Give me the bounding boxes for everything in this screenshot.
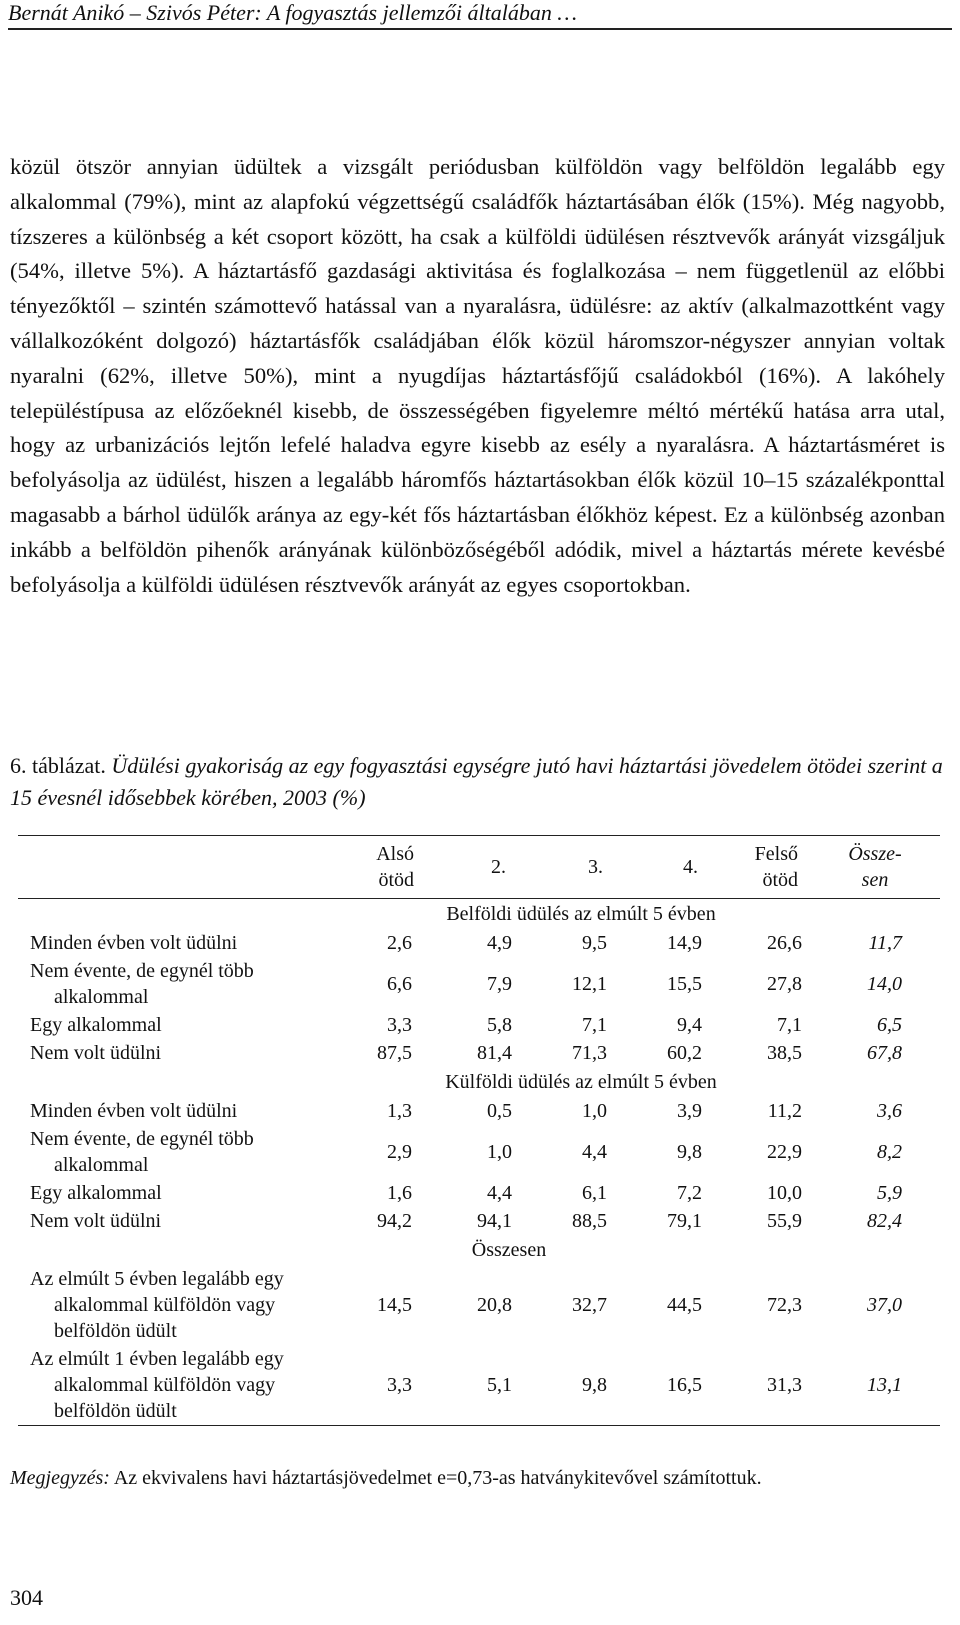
running-header: Bernát Anikó – Szivós Péter: A fogyasztás jellemzői általában …	[8, 0, 952, 30]
table-note	[10, 1465, 945, 1491]
caption-title: Üdülési gyakoriság az egy fogyasztási egységre jutó havi háztartási jövedelem ötödei szerint a 15 évesnél idősebbek körében, 2003 (%)	[10, 753, 943, 810]
data-table	[18, 835, 940, 1426]
col-header-lowest-quintile: Alsó ötöd	[376, 843, 414, 891]
note-label: Megjegyzés:	[10, 1467, 110, 1489]
col-header-q3: 3.	[588, 856, 603, 878]
col-header-q4: 4.	[683, 856, 698, 878]
section-heading: Külföldi üdülés az elmúlt 5 évben	[445, 1070, 717, 1093]
table-row: Minden évben volt üdülni 2,6 4,9 9,5 14,9 26,6 11,7	[30, 932, 902, 954]
table-header-row	[18, 836, 940, 899]
header-blank	[18, 836, 334, 899]
table-row: Egy alkalommal 3,3 5,8 7,1 9,4 7,1 6,5	[30, 1014, 902, 1036]
col-header-total: Össze- sen	[848, 843, 902, 891]
table-row: Nem volt üdülni 94,2 94,1 88,5 79,1 55,9 82,4	[30, 1210, 902, 1232]
body-paragraph: közül ötször annyian üdültek a vizsgált periódusban külföldön vagy belföldön legalább egy alkalommal (79%), mint az alapfokú végzettségű családfők háztartásában élők (15%). Még nagyobb, tízszeres a különbség a két csoport között, ha csak a külföldi üdülésen résztvevők arányát vizsgáljuk (54%, illetve 5%). A háztartásfő gazdasági aktivitása és foglalkozása – nem függetlenül az előbbi tényezőktől – szintén számottevő hatással van a nyaralásra, üdülésre: az aktív (alkalmazottként vagy vállalkozóként dolgozó) háztartásfők családjában élők közül háromszor-négyszer annyian voltak nyaralni (62%, illetve 50%), mint a nyugdíjas háztartásfőjű családokból (16%). A lakóhely településtípusa az előzőeknél kisebb, de összességében figyelemre méltó mértékű hatása arra utal, hogy az urbanizációs lejtőn lefelé haladva egyre kisebb az esély a nyaralásra. A háztartásméret is befolyásolja az üdülést, hiszen a legalább háromfős háztartásokban élők közül 10–15 százalékponttal magasabb a bárhol üdülők aránya az egy-két fős háztartásban élőkhöz képest. Ez a különbség azonban inkább a belföldön pihenők arányának különbözőségéből adódik, mivel a háztartás mérete kevésbé befolyásolja a külföldi üdülésen résztvevők arányát az egyes csoportokban.	[10, 154, 945, 597]
col-header-q2: 2.	[491, 856, 506, 878]
table-row: Az elmúlt 1 évben legalább egy alkalommal külföldön vagy belföldön üdült 3,3 5,1 9,8 16,5 31,3 13,1	[30, 1348, 902, 1422]
col-header-highest-quintile: Felső ötöd	[754, 843, 798, 891]
table-caption	[10, 750, 945, 814]
frequency-table	[18, 835, 940, 1426]
table-row: Nem évente, de egynél több alkalommal 2,9 1,0 4,4 9,8 22,9 8,2	[30, 1128, 902, 1176]
table-row: Egy alkalommal 1,6 4,4 6,1 7,2 10,0 5,9	[30, 1182, 902, 1204]
page-number: 304	[10, 1585, 43, 1610]
table-row: Az elmúlt 5 évben legalább egy alkalommal külföldön vagy belföldön üdült 14,5 20,8 32,7 44,5 72,3 37,0	[30, 1268, 902, 1342]
caption-label: 6. táblázat.	[10, 753, 106, 778]
table-row: Minden évben volt üdülni 1,3 0,5 1,0 3,9 11,2 3,6	[30, 1100, 902, 1122]
note-text: Az ekvivalens havi háztartásjövedelmet e=0,73-as hatványkitevővel számítottuk.	[113, 1467, 762, 1489]
section-heading: Belföldi üdülés az elmúlt 5 évben	[446, 902, 716, 925]
table-row: Nem évente, de egynél több alkalommal 6,6 7,9 12,1 15,5 27,8 14,0	[30, 960, 902, 1008]
section-heading: Összesen	[471, 1238, 547, 1261]
table-row: Nem volt üdülni 87,5 81,4 71,3 60,2 38,5 67,8	[30, 1042, 902, 1064]
